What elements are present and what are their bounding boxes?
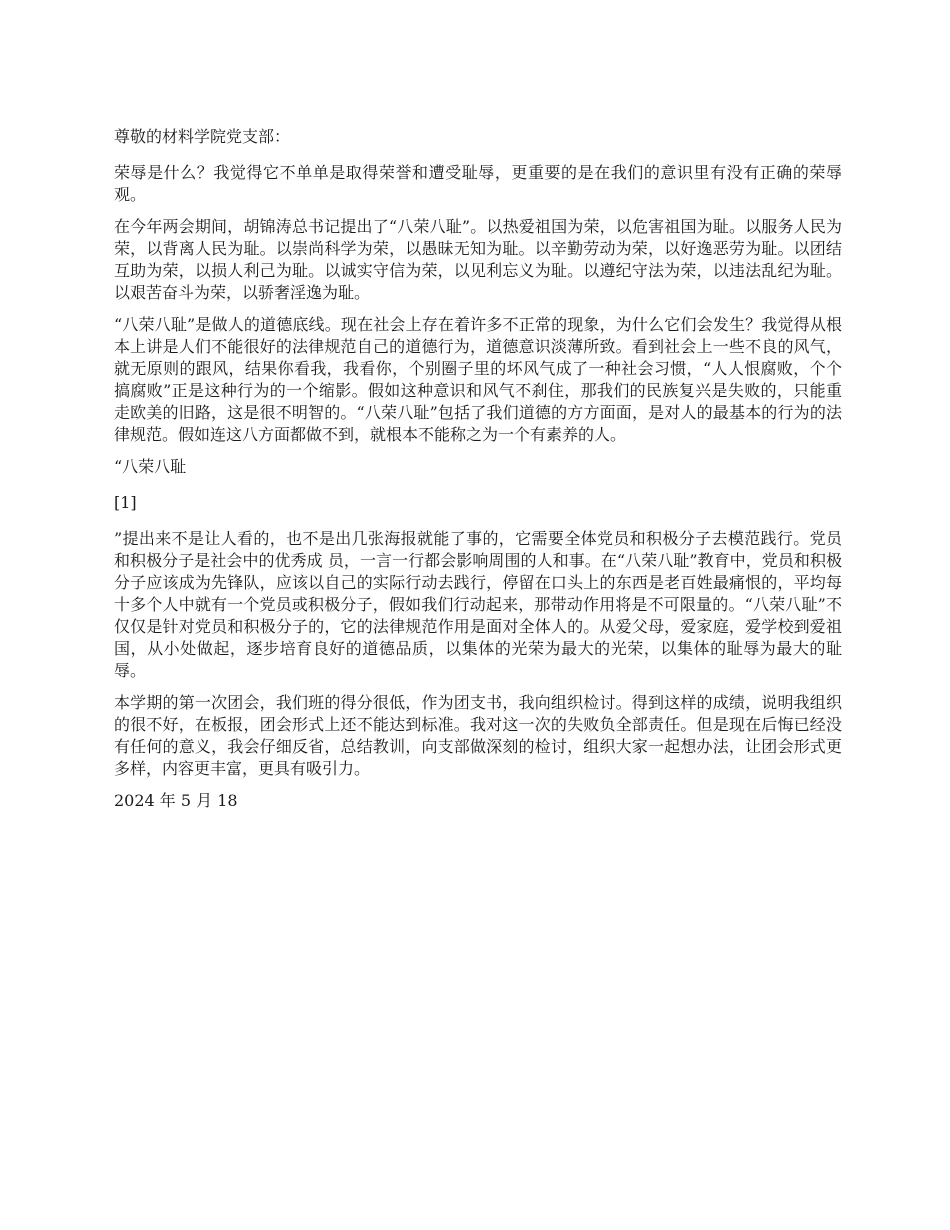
document-date: 2024 年 5 月 18 (114, 791, 238, 810)
paragraph-eight-honors-list: 在今年两会期间，胡锦涛总书记提出了“八荣八耻”。以热爱祖国为荣，以危害祖国为耻。以服务人民为荣，以背离人民为耻。以崇尚科学为荣，以愚昧无知为耻。以辛勤劳动为荣，以好逸恶劳为耻。以团结互助为荣，以损人利己为耻。以诚实守信为荣，以见利忘义为耻。以遵纪守法为荣，以违法乱纪为耻。以艰苦奋斗为荣，以骄奢淫逸为耻。 (114, 217, 842, 302)
paragraph-quote-start: “八荣八耻 (114, 457, 187, 476)
document-body (114, 126, 842, 822)
salutation: 尊敬的材料学院党支部： (114, 127, 291, 146)
paragraph-self-review: 本学期的第一次团会，我们班的得分很低，作为团支书，我向组织检讨。得到这样的成绩，说明我组织的很不好，在板报，团会形式上还不能达到标准。我对这一次的失败负全部责任。但是现在后悔已经没有任何的意义，我会仔细反省，总结教训，向支部做深刻的检讨，组织大家一起想办法，让团会形式更多样，内容更丰富，更具有吸引力。 (114, 693, 842, 778)
paragraph-meaning-of-honor: 荣辱是什么？我觉得它不单单是取得荣誉和遭受耻辱，更重要的是在我们的意识里有没有正确的荣辱观。 (114, 163, 842, 204)
footnote-marker: [1] (114, 493, 137, 512)
paragraph-party-members: ”提出来不是让人看的，也不是出几张海报就能了事的，它需要全体党员和积极分子去模范践行。党员和积极分子是社会中的优秀成 员，一言一行都会影响周围的人和事。在“八荣八耻”教育中，党员和积极分子应该成为先锋队，应该以自己的实际行动去践行，停留在口头上的东西是老百姓最痛恨的，平均每十多个人中就有一个党员或积极分子，假如我们行动起来，那带动作用将是不可限量的。“八荣八耻”不仅仅是针对党员和积极分子的，它的法律规范作用是面对全体人的。从爱父母，爱家庭，爱学校到爱祖国，从小处做起，逐步培育良好的道德品质，以集体的光荣为最大的光荣，以集体的耻辱为最大的耻辱。 (114, 529, 842, 680)
paragraph-moral-baseline: “八荣八耻”是做人的道德底线。现在社会上存在着许多不正常的现象，为什么它们会发生？我觉得从根本上讲是人们不能很好的法律规范自己的道德行为，道德意识淡薄所致。看到社会上一些不良的风气，就无原则的跟风，结果你看我，我看你，个别圈子里的坏风气成了一种社会习惯，“人人恨腐败，个个搞腐败”正是这种行为的一个缩影。假如这种意识和风气不刹住，那我们的民族复兴是失败的，只能重走欧美的旧路，这是很不明智的。“八荣八耻”包括了我们道德的方方面面，是对人的最基本的行为的法律规范。假如连这八方面都做不到，就根本不能称之为一个有素养的人。 (114, 315, 842, 444)
